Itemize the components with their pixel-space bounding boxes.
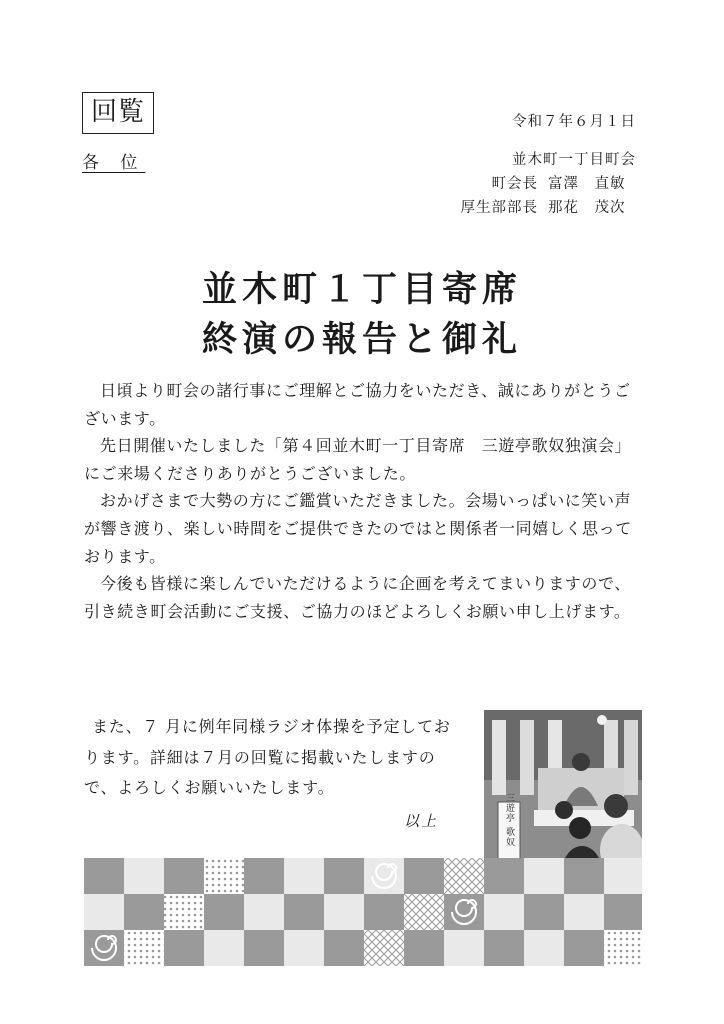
pattern-tile-solid [284,894,324,930]
pattern-tile-textured [284,930,324,966]
pattern-tile-solid [324,930,364,966]
issuer-organization: 並木町一丁目町会 [512,152,636,168]
pattern-tile-solid [404,930,444,966]
pattern-tile-textured [364,930,404,966]
note-block [84,712,464,804]
pattern-tile-solid [604,894,642,930]
decorative-pattern-band [84,858,642,970]
title-line-2: 終演の報告と御礼 [201,319,522,360]
pattern-tile-textured [284,858,324,894]
body-paragraph: 先日開催いたしました「第４回並木町一丁目寄席 三遊亭歌奴独演会」にご来場くださりありがとうございました。 [84,436,632,483]
note-text: また、７ 月に例年同様ラジオ体操を予定しております。詳細は７月の回覧に掲載いたしますので、よろしくお願いいたします。 [84,717,451,797]
pattern-tile-solid [364,894,404,930]
pattern-tile-solid [204,894,244,930]
pattern-tile-textured [204,858,244,894]
pattern-tile-textured [524,930,564,966]
officer-role: 厚生部部長 [460,200,538,216]
pattern-tile-solid [164,930,204,966]
checker-pattern [84,858,642,966]
pattern-tile-solid [244,858,284,894]
pattern-tile-textured [124,930,164,966]
closing-mark: 以上 [404,812,439,830]
body-paragraph: 今後も皆様に楽しんでいただけるように企画を考えてまいりますので、引き続き町会活動にご支援、ご協力のほどよろしくお願い申し上げます。 [84,574,631,621]
pattern-tile-textured [244,894,284,930]
pattern-tile-textured [204,930,244,966]
addressee: 各 位 [82,153,146,173]
pattern-tile-textured [484,894,524,930]
pattern-tile-solid [564,858,604,894]
issuer-officer [461,172,637,196]
pattern-tile-textured [84,894,124,930]
officer-name: 那花 茂次 [548,200,626,216]
pattern-tile-solid [484,858,524,894]
pattern-tile-textured [604,930,642,966]
pattern-tile-solid [84,858,124,894]
body-paragraph: 日頃より町会の諸行事にご理解とご協力をいただき、誠にありがとうございます。 [84,381,631,428]
pattern-tile-textured [404,894,444,930]
officer-name: 富澤 直敏 [548,176,626,192]
pattern-tile-textured [164,894,204,930]
issuer-block [461,148,637,220]
pattern-tile-solid [564,930,604,966]
pattern-tile-solid [324,858,364,894]
pattern-tile-textured [324,894,364,930]
pattern-tile-solid [404,858,444,894]
pattern-tile-textured [524,858,564,894]
pattern-tile-solid [164,858,204,894]
issue-date: 令和７年６月１日 [512,114,636,130]
pattern-tile-solid [524,894,564,930]
issuer-officer [461,196,637,220]
body-paragraph: おかげさまで大勢の方にご鑑賞いただきました。会場いっぱいに笑い声が響き渡り、楽しい時間をご提供できたのではと関係者一同嬉しく思っております。 [84,491,632,566]
body-text [84,377,644,625]
pattern-tile-textured [604,858,642,894]
pattern-tile-textured [444,930,484,966]
title-line-1: 並木町１丁目寄席 [201,269,522,310]
pattern-tile-textured [564,894,604,930]
pattern-tile-textured [444,858,484,894]
pattern-tile-solid [484,930,524,966]
pattern-tile-solid [244,930,284,966]
pattern-tile-solid [124,894,164,930]
kairan-stamp: 回覧 [82,92,154,134]
banner-text: 三遊亭 歌奴 [504,793,514,847]
officer-role: 町会長 [491,176,538,192]
pattern-tile-textured [124,858,164,894]
